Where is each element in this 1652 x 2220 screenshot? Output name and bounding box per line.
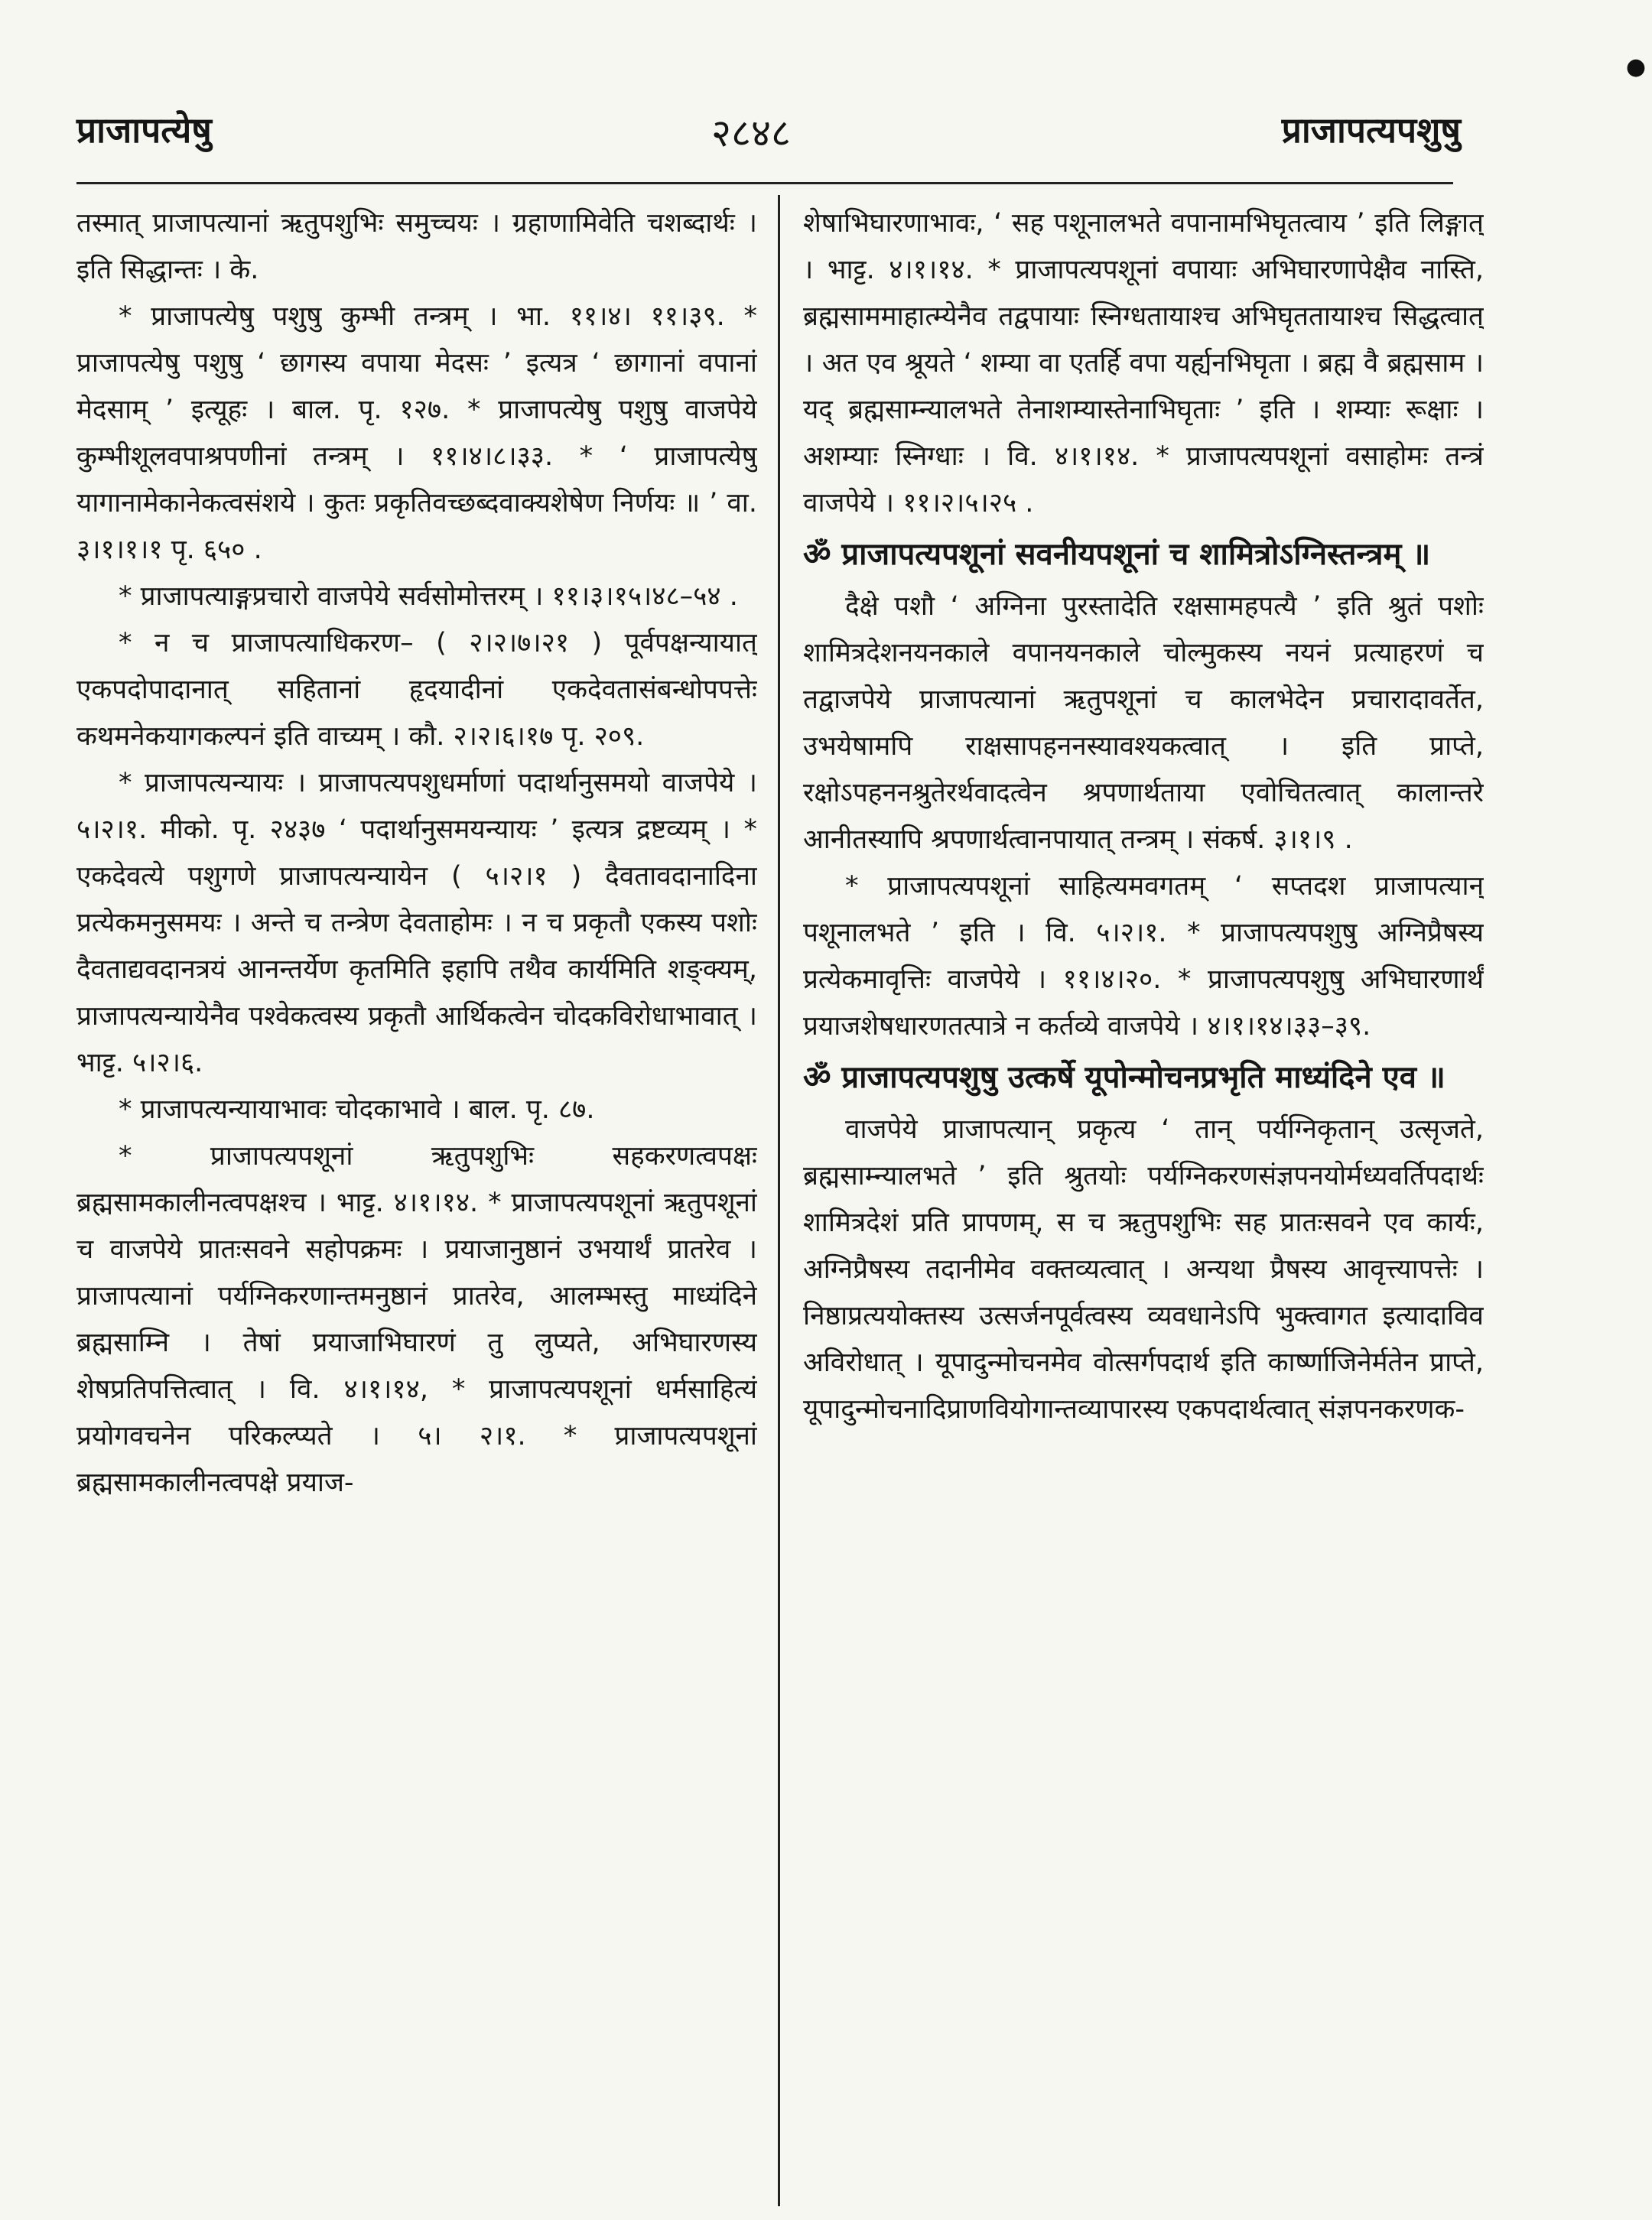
column-divider <box>778 195 780 2206</box>
section-heading: ॐ प्राजापत्यपशूनां सवनीयपशूनां च शामित्रोऽग्निस्तन्त्रम् ॥ <box>803 537 1431 572</box>
left-column <box>76 200 757 2212</box>
paragraph: * प्राजापत्येषु पशुषु कुम्भी तन्त्रम् । भा. ११।४। ११।३९. * प्राजापत्येषु पशुषु ‘ छागस्य वपाया मेदसः ’ इत्यत्र ‘ छागानां वपानां मेदसाम् ’ इत्यूहः । बाल. पृ. १२७. * प्राजापत्येषु पशुषु वाजपेये कुम्भीशूलवपाश्रपणीनां तन्त्रम् । ११।४।८।३३. * ‘ प्राजापत्येषु यागानामेकानेकत्वसंशये । कुतः प्रकृतिवच्छब्दवाक्यशेषेण निर्णयः ॥ ’ वा. ३।१।१।१ पृ. ६५० . <box>76 301 757 565</box>
paragraph: तस्मात् प्राजापत्यानां ऋतुपशुभिः समुच्चयः । ग्रहाणामिवेति चशब्दार्थः । इति सिद्धान्तः । के. <box>76 208 757 285</box>
running-head-left: प्राजापत्येषु <box>76 109 212 151</box>
margin-dot: ● <box>1625 54 1646 80</box>
paragraph: * प्राजापत्यन्यायः । प्राजापत्यपशुधर्माणां पदार्थानुसमयो वाजपेये । ५।२।१. मीको. पृ. २४३७ ‘ पदार्थानुसमयन्यायः ’ इत्यत्र द्रष्टव्यम् । * एकदेवत्ये पशुगणे प्राजापत्यन्यायेन ( ५।२।१ ) दैवतावदानादिना प्रत्येकमनुसमयः । अन्ते च तन्त्रेण देवताहोमः । न च प्रकृतौ एकस्य पशोः दैवताद्यवदानत्रयं आनन्तर्येण कृतमिति इहापि तथैव कार्यमिति शङ्क्यम्, प्राजापत्यन्यायेनैव पश्वेकत्वस्य प्रकृतौ आर्थिकत्वेन चोदकविरोधाभावात् । भाट्ट. ५।२।६. <box>76 768 757 1078</box>
paragraph: * प्राजापत्यपशूनां ऋतुपशुभिः सहकरणत्वपक्षः ब्रह्मसामकालीनत्वपक्षश्च । भाट्ट. ४।१।१४. * प्राजापत्यपशूनां ऋतुपशूनां च वाजपेये प्रातःसवने सहोपक्रमः । प्रयाजानुष्ठानं उभयार्थं प्रातरेव । प्राजापत्यानां पर्यग्निकरणान्तमनुष्ठानं प्रातरेव, आलम्भस्तु माध्यंदिने ब्रह्मसाम्नि । तेषां प्रयाजाभिघारणं तु लुप्यते, अभिघारणस्य शेषप्रतिपत्तित्वात् । वि. ४।१।१४, * प्राजापत्यपशूनां धर्मसाहित्यं प्रयोगवचनेन परिकल्प्यते । ५। २।१. * प्राजापत्यपशूनां ब्रह्मसामकालीनत्वपक्षे प्रयाज- <box>76 1141 757 1498</box>
paragraph: * प्राजापत्यन्यायाभावः चोदकाभावे । बाल. पृ. ८७. <box>119 1094 595 1125</box>
paragraph: वाजपेये प्राजापत्यान् प्रकृत्य ‘ तान् पर्यग्निकृतान् उत्सृजते, ब्रह्मसाम्न्यालभते ’ इति श्रुतयोः पर्यग्निकरणसंज्ञपनयोर्मध्यवर्तिपदार्थः शामित्रदेशं प्रति प्रापणम्, स च ऋतुपशुभिः सह प्रातःसवने एव कार्यः, अग्निप्रैषस्य तदानीमेव वक्तव्यत्वात् । अन्यथा प्रैषस्य आवृत्त्यापत्तेः । निष्ठाप्रत्ययोक्तस्य उत्सर्जनपूर्वत्वस्य व्यवधानेऽपि भुक्त्वागत इत्यादाविव अविरोधात् । यूपादुन्मोचनमेव वोत्सर्गपदार्थ इति कार्ष्णाजिनेर्मतेन प्राप्ते, यूपादुन्मोचनादिप्राणवियोगान्तव्यापारस्य एकपदार्थत्वात् संज्ञपनकरणक- <box>803 1114 1484 1425</box>
running-head-right: प्राजापत्यपशुषु <box>1281 109 1461 151</box>
paragraph: * प्राजापत्यपशूनां साहित्यमवगतम् ‘ सप्तदश प्राजापत्यान् पशूनालभते ’ इति । वि. ५।२।१. * प्राजापत्यपशुषु अग्निप्रैषस्य प्रत्येकमावृत्तिः वाजपेये । ११।४।२०. * प्राजापत्यपशुषु अभिघारणार्थं प्रयाजशेषधारणतत्पात्रे न कर्तव्ये वाजपेये । ४।१।१४।३३–३९. <box>803 871 1484 1042</box>
right-column <box>803 200 1484 2212</box>
section-heading: ॐ प्राजापत्यपशुषु उत्कर्षे यूपोन्मोचनप्रभृति माध्यंदिने एव ॥ <box>803 1060 1446 1095</box>
paragraph: शेषाभिघारणाभावः, ‘ सह पशूनालभते वपानामभिघृतत्वाय ’ इति लिङ्गात् । भाट्ट. ४।१।१४. * प्राजापत्यपशूनां वपायाः अभिघारणापेक्षैव नास्ति, ब्रह्मसाममाहात्म्येनैव तद्वपायाः स्निग्धतायाश्च अभिघृततायाश्च सिद्धत्वात् । अत एव श्रूयते ‘ शम्या वा एतर्हि वपा यर्ह्यनभिघृता । ब्रह्म वै ब्रह्मसाम । यद् ब्रह्मसाम्न्यालभते तेनाशम्यास्तेनाभिघृताः ’ इति । शम्याः रूक्षाः । अशम्याः स्निग्धाः । वि. ४।१।१४. * प्राजापत्यपशूनां वसाहोमः तन्त्रं वाजपेये । ११।२।५।२५ . <box>803 208 1484 518</box>
paragraph: दैक्षे पशौ ‘ अग्निना पुरस्तादेति रक्षसामहपत्यै ’ इति श्रुतं पशोः शामित्रदेशनयनकाले वपानयनकाले चोल्मुकस्य नयनं प्रत्याहरणं च तद्वाजपेये प्राजापत्यानां ऋतुपशूनां च कालभेदेन प्रचारादावर्तेत, उभयेषामपि राक्षसापहननस्यावश्यकत्वात् । इति प्राप्ते, रक्षोऽपहननश्रुतेरर्थवादत्वेन श्रपणार्थताया एवोचितत्वात् कालान्तरे आनीतस्यापि श्रपणार्थत्वानपायात् तन्त्रम् । संकर्ष. ३।१।९ . <box>803 591 1484 855</box>
header-rule <box>76 182 1453 184</box>
paragraph: * न च प्राजापत्याधिकरण– ( २।२।७।२१ ) पूर्वपक्षन्यायात् एकपदोपादानात् सहितानां हृदयादीनां एकदेवतासंबन्धोपपत्तेः कथमनेकयागकल्पनं इति वाच्यम् । कौ. २।२।६।१७ पृ. २०९. <box>76 628 757 752</box>
paragraph: * प्राजापत्याङ्गप्रचारो वाजपेये सर्वसोमोत्तरम् । ११।३।१५।४८–५४ . <box>119 581 738 612</box>
page-number: २८४८ <box>711 111 791 155</box>
